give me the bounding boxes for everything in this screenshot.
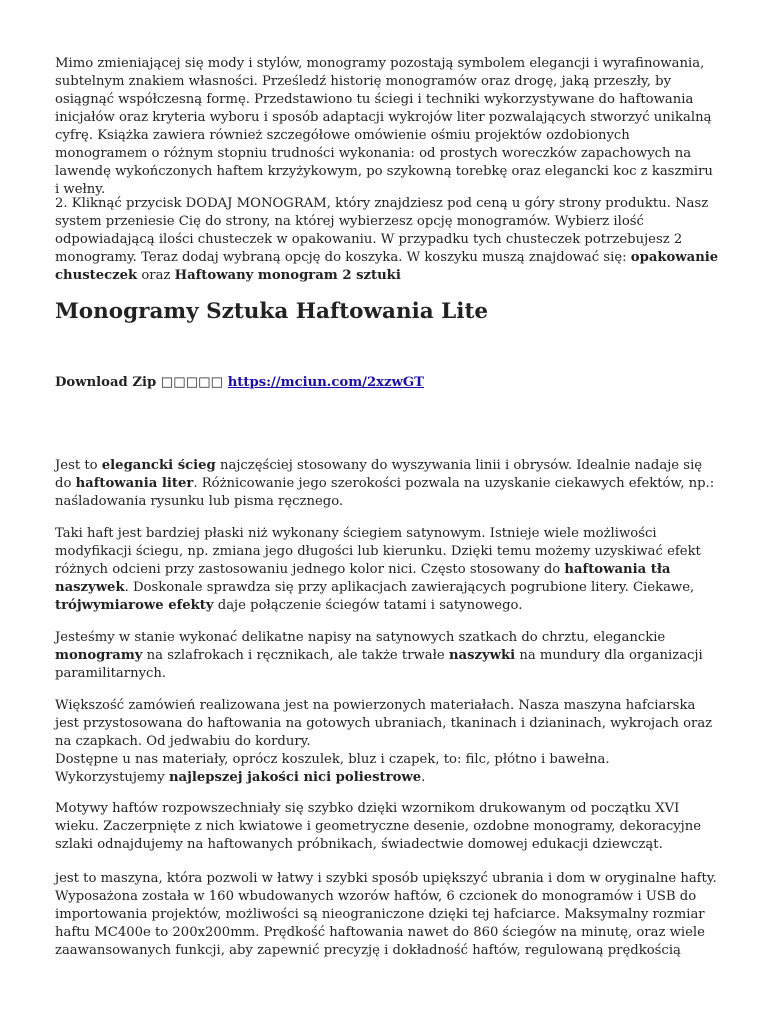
intro-text: Mimo zmieniającej się mody i stylów, monogramy pozostają symbolem elegancji i wyrafinowania, subtelnym znakiem własności. Prześledź historię monogramów oraz drogę, jaką przeszły, by osiągnąć współczesną formę. Przedstawiono tu ściegi i techniki wykorzystywane do haftowania inicjałów oraz kryteria wyboru i sposób adaptacji wykrojów liter pozwalających stworzyć unikalną cyfrę. Książka zawiera również szczegółowe omówienie ośmiu projektów ozdobionych monogramem o różnym stopniu trudności wykonania: od prostych woreczków zapachowych na lawendę wykończonych haftem krzyżykowym, po szykowną torebkę oraz elegancki koc z kaszmiru i wełny. bbox=[55, 56, 713, 197]
p3-text-3: na mundury dla organizacji paramilitarnych. bbox=[55, 648, 703, 681]
p1-bold-2: haftowania liter bbox=[75, 476, 194, 491]
p5-text: Motywy haftów rozpowszechniały się szybko dzięki wzornikom drukowanym od początku XVI wieku. Zaczerpnięte z nich kwiatowe i geometryczne desenie, ozdobne monogramy, dekoracyjne szlaki odnajdujemy na haftowanych próbnikach, świadectwie domowej edukacji dziewcząt. bbox=[55, 801, 702, 852]
download-line bbox=[55, 374, 720, 392]
p1-text-2: najczęściej stosowany do wyszywania linii i obrysów. Idealnie nadaje się do bbox=[55, 458, 703, 491]
p1-text-1: Jest to bbox=[55, 458, 102, 473]
p2-text-2: . Doskonale sprawdza się przy aplikacjach zawierających pogrubione litery. Ciekawe, bbox=[124, 580, 695, 595]
download-label: Download Zip bbox=[55, 375, 157, 390]
p4-line-1: Większość zamówień realizowana jest na powierzonych materiałach. Nasza maszyna hafciarska jest przystosowana do haftowania na gotowych ubraniach, tkaninach i dzianinach, wykrojach oraz na czapkach. Od jedwabiu do kordury. bbox=[55, 698, 713, 749]
paragraph-2 bbox=[55, 525, 720, 615]
p1-bold-1: elegancki ścieg bbox=[101, 458, 216, 473]
p3-text-2: na szlafrokach i ręcznikach, ale także trwałe bbox=[142, 648, 449, 663]
p2-bold-1: haftowania tła naszywek bbox=[55, 562, 671, 595]
p3-bold-2: naszywki bbox=[448, 648, 516, 663]
download-glyphs: □□□□□ bbox=[160, 375, 224, 390]
p4-bold-1: najlepszej jakości nici poliestrowe bbox=[168, 770, 422, 785]
step2-mid: oraz bbox=[137, 268, 175, 283]
intro-paragraph bbox=[55, 55, 720, 199]
p4-text-2: . bbox=[421, 770, 426, 785]
step2-text: 2. Kliknąć przycisk DODAJ MONOGRAM, który znajdziesz pod ceną u góry strony produktu. Nasz system przeniesie Cię do strony, na której wybierzesz opcję monogramów. Wybierz ilość odpowiadającą ilości chusteczek w opakowaniu. W przypadku tych chusteczek potrzebujesz 2 monogramy. Teraz dodaj wybraną opcję do koszyka. W koszyku muszą znajdować się: bbox=[55, 196, 709, 265]
p4-text-1: Dostępne u nas materiały, oprócz koszulek, bluz i czapek, to: filc, płótno i bawełna. Wykorzystujemy bbox=[55, 752, 610, 785]
p1-text-3: . Różnicowanie jego szerokości pozwala na uzyskanie ciekawych efektów, np.: naśladowania rysunku lub pisma ręcznego. bbox=[55, 476, 715, 509]
paragraph-1 bbox=[55, 457, 720, 511]
p2-text-3: daje połączenie ściegów tatami i satynowego. bbox=[213, 598, 523, 613]
step2-paragraph bbox=[55, 195, 720, 285]
paragraph-6 bbox=[55, 870, 720, 960]
p3-text-1: Jesteśmy w stanie wykonać delikatne napisy na satynowych szatkach do chrztu, eleganckie bbox=[55, 630, 666, 645]
p2-bold-2: trójwymiarowe efekty bbox=[55, 598, 214, 613]
p2-text-1: Taki haft jest bardziej płaski niż wykonany ściegiem satynowym. Istnieje wiele możliwości modyfikacji ściegu, np. zmiana jego długości lub kierunku. Dzięki temu możemy uzyskiwać efekt różnych odcieni przy zastosowaniu jednego kolor nici. Często stosowany do bbox=[55, 526, 701, 577]
paragraph-4 bbox=[55, 697, 720, 787]
step2-bold-package: opakowanie chusteczek bbox=[55, 250, 719, 283]
p3-bold-1: monogramy bbox=[55, 648, 143, 663]
download-link[interactable]: https://mciun.com/2xzwGT bbox=[227, 375, 424, 390]
p6-text: jest to maszyna, która pozwoli w łatwy i szybki sposób upiększyć ubrania i dom w oryginalne hafty. Wyposażona została w 160 wbudowanych wzorów haftów, 6 czcionek do monogramów i USB do importowania projektów, możliwości są nieograniczone dzięki tej hafciarce. Maksymalny rozmiar haftu MC400e to 200x200mm. Prędkość haftowania nawet do 860 ściegów na minutę, oraz wiele zaawansowanych funkcji, aby zapewnić precyzję i dokładność haftów, regulowaną prędkością bbox=[55, 871, 717, 958]
page-title: Monogramy Sztuka Haftowania Lite bbox=[55, 299, 489, 324]
paragraph-5 bbox=[55, 800, 720, 854]
paragraph-3 bbox=[55, 629, 720, 683]
step2-bold-monogram: Haftowany monogram 2 sztuki bbox=[174, 268, 401, 283]
